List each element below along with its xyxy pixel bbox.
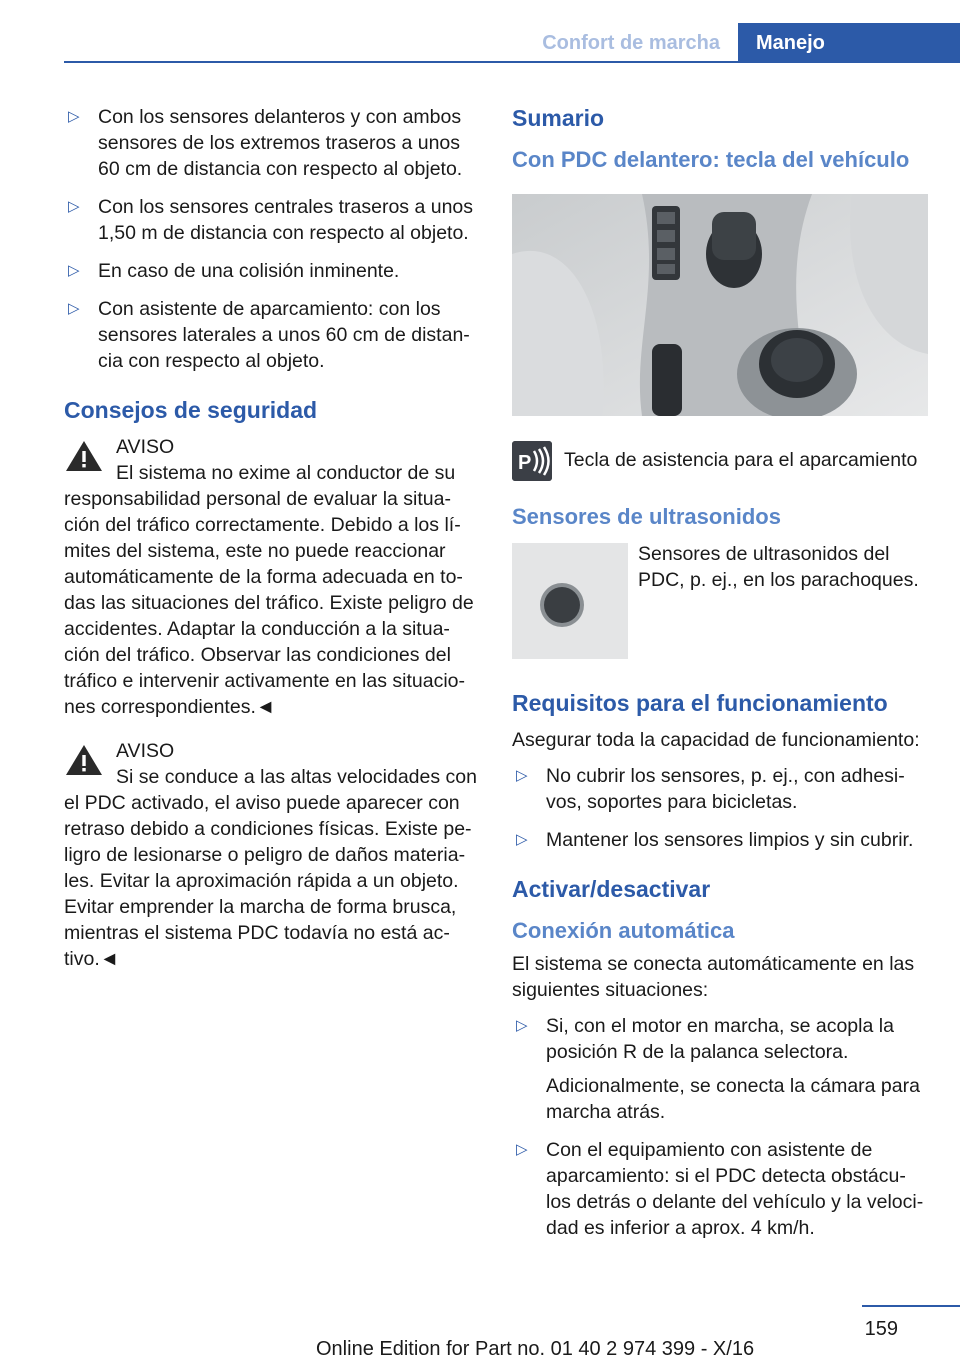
key-legend: [512, 441, 930, 481]
key-caption: Tecla de asistencia para el aparcamiento: [564, 449, 918, 471]
section-title: Confort de marcha: [542, 32, 720, 54]
center-console-photo: [512, 194, 928, 416]
svg-text:P: P: [518, 452, 532, 474]
list-item: [512, 763, 930, 815]
subsection-heading: Conexión automática: [512, 918, 735, 943]
section-heading: Activar/desactivar: [512, 876, 711, 902]
warning-icon: [64, 742, 104, 778]
chapter-tab: Manejo: [738, 23, 960, 63]
triangle-bullet-icon: ▷: [68, 300, 80, 317]
list-item-text: Con los sensores delanteros y con ambos sensores de los extremos traseros a unos 60 cm de distancia con respecto al objeto.: [98, 106, 463, 180]
list-item: [512, 1137, 930, 1241]
list-item-text: Con los sensores centrales traseros a unos 1,50 m de distancia con respecto al objeto.: [98, 196, 474, 244]
edition-note: Online Edition for Part no. 01 40 2 974 399 - X/16: [316, 1338, 755, 1360]
triangle-bullet-icon: ▷: [516, 1017, 528, 1034]
subsection-heading: Sensores de ultrasonidos: [512, 504, 781, 529]
paragraph: El sistema se conecta automáticamente en las siguientes situaciones:: [512, 953, 915, 1001]
list-item-text: Con el equipamiento con asistente de aparcamiento: si el PDC detecta obstácu-los detrás o delante del vehículo y la veloci-dad es inferior a aprox. 4 km/h.: [546, 1139, 924, 1239]
warning-text: El sistema no exime al conductor de su responsabilidad personal de evaluar la situa-ción del tráfico correctamente. Debido a los lí-mites del sistema, este no puede reaccionar automáticamente de la forma adecuada en to-das las situaciones del tráfico. Existe peligro de accidentes. Adaptar la conducción a la situa-ción del tráfico. Observar las condiciones del tráfico e intervenir activamente en las situacio-nes correspondientes.◄: [64, 462, 474, 718]
list-item-text: Con asistente de aparcamiento: con los sensores laterales a unos 60 cm de distan-cia con respecto al objeto.: [98, 298, 470, 372]
subsection-heading: Con PDC delantero: tecla del vehículo: [512, 147, 910, 172]
warning-block: [64, 434, 482, 720]
page-header: [0, 0, 960, 62]
right-column: [512, 104, 930, 1253]
footer-rule: [862, 1305, 960, 1307]
left-column: [64, 104, 482, 984]
parking-assist-key-icon: [512, 441, 552, 481]
warning-icon: [64, 438, 104, 474]
list-item-text: En caso de una colisión inminente.: [98, 260, 400, 282]
triangle-bullet-icon: ▷: [516, 831, 528, 848]
section-heading: Sumario: [512, 105, 605, 131]
triangle-bullet-icon: ▷: [68, 198, 80, 215]
warning-title: AVISO: [116, 740, 175, 762]
warning-text: Si se conduce a las altas velocidades con el PDC activado, el aviso puede aparecer con retraso debido a condiciones físicas. Existe pe-ligro de lesionarse o peligro de daños materia-les. Evitar la aproximación rápida a un objeto. Evitar emprender la marcha de forma brusca, mientras el sistema PDC todavía no está ac-tivo.◄: [64, 766, 477, 970]
list-item-note: Adicionalmente, se conecta la cámara para marcha atrás.: [546, 1075, 920, 1123]
sensor-caption: Sensores de ultrasonidos del PDC, p. ej., en los parachoques.: [638, 543, 919, 591]
list-item: [512, 1013, 930, 1125]
triangle-bullet-icon: ▷: [68, 262, 80, 279]
triangle-bullet-icon: ▷: [68, 108, 80, 125]
page-number: 159: [864, 1318, 898, 1340]
sensor-row: [512, 541, 930, 661]
list-item-text: No cubrir los sensores, p. ej., con adhesi-vos, soportes para bicicletas.: [546, 765, 905, 813]
list-item-text: Mantener los sensores limpios y sin cubrir.: [546, 829, 914, 851]
section-heading: Requisitos para el funcionamiento: [512, 690, 888, 716]
section-heading: Consejos de seguridad: [64, 397, 318, 423]
paragraph: Asegurar toda la capacidad de funcionamiento:: [512, 729, 920, 751]
list-item: [64, 258, 482, 284]
warning-title: AVISO: [116, 436, 175, 458]
triangle-bullet-icon: ▷: [516, 767, 528, 784]
triangle-bullet-icon: ▷: [516, 1141, 528, 1158]
list-item: [64, 296, 482, 374]
list-item: [64, 104, 482, 182]
list-item: [64, 194, 482, 246]
ultrasonic-sensor-image: [512, 543, 628, 659]
warning-block: [64, 738, 482, 972]
list-item: [512, 827, 930, 853]
header-rule: [64, 61, 960, 63]
list-item-text: Si, con el motor en marcha, se acopla la posición R de la palanca selectora.: [546, 1015, 894, 1063]
